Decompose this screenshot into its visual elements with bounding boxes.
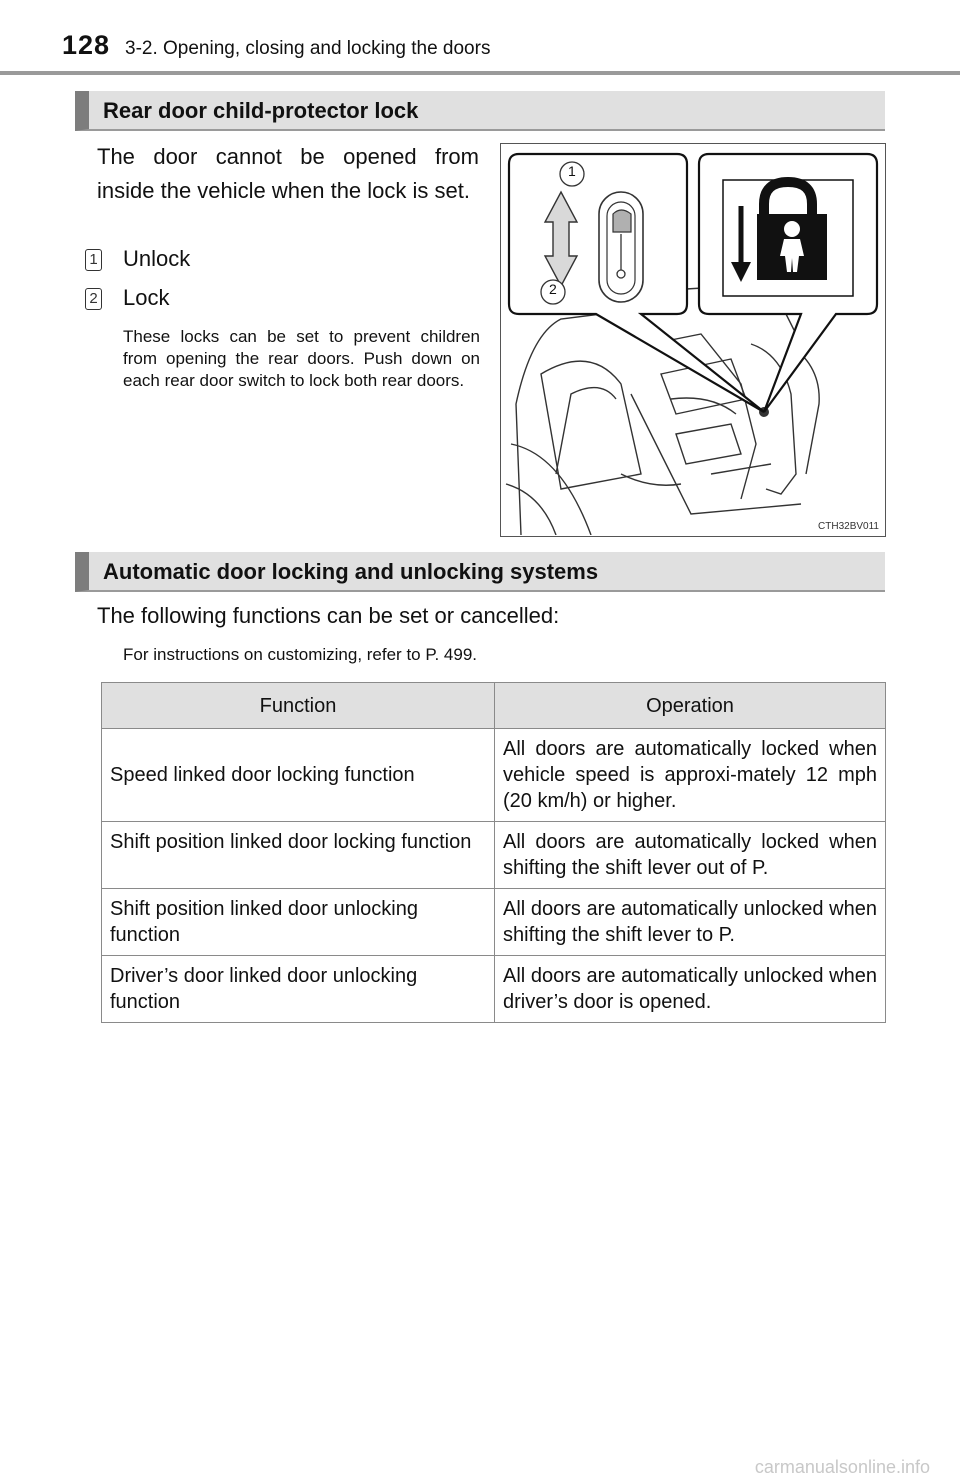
function-cell: Speed linked door locking function — [102, 729, 495, 822]
section-heading-label: Automatic door locking and unlocking systems — [103, 559, 599, 584]
operation-cell: All doors are automatically unlocked when driver’s door is opened. — [495, 956, 886, 1023]
table-row — [102, 822, 886, 889]
page-number: 128 — [62, 30, 111, 60]
operation-cell: All doors are automatically unlocked when shifting the shift lever to P. — [495, 889, 886, 956]
table-row — [102, 889, 886, 956]
section-heading-child-lock — [75, 91, 885, 131]
table-row — [102, 956, 886, 1023]
operation-cell: All doors are automatically locked when shifting the shift lever out of P. — [495, 822, 886, 889]
number-2-icon: 2 — [85, 288, 102, 310]
header-operation: Operation — [495, 683, 886, 729]
number-1-icon: 1 — [85, 249, 102, 271]
callout-1-label: 1 — [568, 163, 576, 179]
child-lock-illustration — [500, 143, 886, 537]
callout-2-label: 2 — [549, 281, 557, 297]
door-illustration — [501, 144, 884, 535]
chapter-title: 3-2. Opening, closing and locking the doors — [125, 38, 491, 59]
section-heading-auto-lock — [75, 552, 885, 592]
child-lock-note: These locks can be set to prevent children from opening the rear doors. Push down on each rear door switch to lock both rear doors. — [123, 327, 480, 390]
function-cell: Shift position linked door locking function — [102, 822, 495, 889]
function-cell: Shift position linked door unlocking function — [102, 889, 495, 956]
intro-paragraph: The door cannot be opened from inside the vehicle when the lock is set. — [97, 144, 479, 203]
functions-table — [101, 682, 886, 1023]
operation-cell: All doors are automatically locked when vehicle speed is approxi-mately 12 mph (20 km/h) or higher. — [495, 729, 886, 822]
table-header-row — [102, 683, 886, 729]
header-divider — [0, 71, 960, 75]
figure-code: CTH32BV011 — [818, 521, 879, 532]
table-row — [102, 729, 886, 822]
watermark: carmanualsonline.info — [754, 1457, 930, 1477]
function-cell: Driver’s door linked door unlocking function — [102, 956, 495, 1023]
item-lock-label: Lock — [123, 285, 170, 310]
item-unlock-label: Unlock — [123, 246, 191, 271]
customizing-reference: For instructions on customizing, refer to P. 499. — [123, 645, 478, 664]
header-function: Function — [102, 683, 495, 729]
functions-intro: The following functions can be set or cancelled: — [97, 603, 560, 628]
section-heading-label: Rear door child-protector lock — [103, 98, 419, 123]
